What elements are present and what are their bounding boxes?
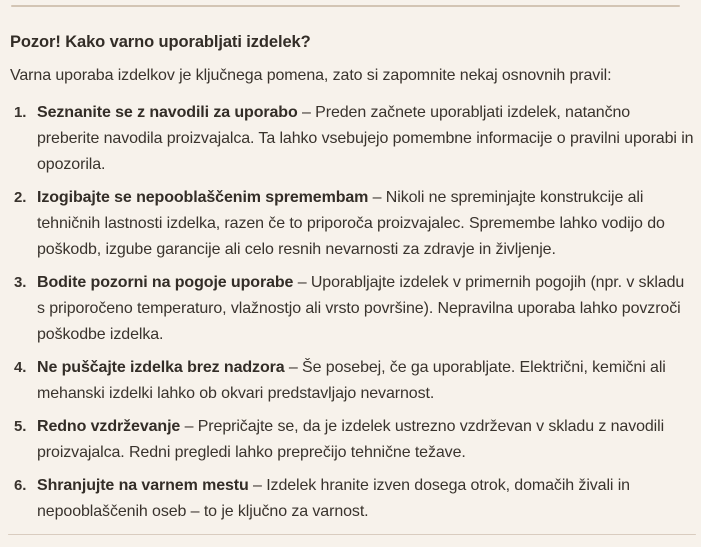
list-item-title: Shranjujte na varnem mestu — [37, 477, 249, 494]
list-item-number: 2. — [14, 189, 27, 206]
list-item-body: – Prepričajte se, da je izdelek ustrezno vzdrževan v skladu z navodili proizvajalca. Redni pregledi lahko preprečijo tehnične težave. — [37, 418, 665, 461]
list-item-text — [37, 270, 695, 348]
list-item-number: 5. — [14, 418, 27, 435]
list-item-text — [37, 414, 695, 466]
list-item-number: 6. — [14, 477, 27, 494]
list-item-body: – Uporabljajte izdelek v primernih pogojih (npr. v skladu s priporočeno temperaturo, vlažnostjo ali vrsto površine). Nepravilna uporaba lahko povzroči poškodbe izdelka. — [37, 274, 685, 343]
list-item — [10, 185, 695, 263]
list-item — [10, 355, 695, 407]
list-item-body: – Nikoli ne spreminjajte konstrukcije ali tehničnih lastnosti izdelka, razen če to priporoča proizvajalec. Spremembe lahko vodijo do poškodb, izgube garancije ali celo resnih nevarnosti za zdravje in življenje. — [37, 189, 665, 258]
list-item-body: – Preden začnete uporabljati izdelek, natančno preberite navodila proizvajalca. Ta lahko vsebujejo pomembne informacije o pravilni uporabi in opozorila. — [37, 104, 694, 173]
page-title: Pozor! Kako varno uporabljati izdelek? — [10, 33, 311, 51]
list-item-number: 1. — [14, 104, 27, 121]
bottom-divider — [8, 534, 696, 535]
list-item-text — [37, 100, 695, 178]
list-item-text — [37, 473, 695, 525]
list-item-title: Ne puščajte izdelka brez nadzora — [37, 359, 285, 376]
list-item-title: Redno vzdrževanje — [37, 418, 181, 435]
list-item-title: Izogibajte se nepooblaščenim spremembam — [37, 189, 369, 206]
list-item-text — [37, 185, 695, 263]
document-body — [10, 0, 695, 532]
list-item-title: Bodite pozorni na pogoje uporabe — [37, 274, 294, 291]
list-item — [10, 473, 695, 525]
list-item-text — [37, 355, 695, 407]
list-item — [10, 414, 695, 466]
list-item-body: – Še posebej, če ga uporabljate. Električni, kemični ali mehanski izdelki lahko ob okvari predstavljajo nevarnost. — [37, 359, 666, 402]
list-item — [10, 270, 695, 348]
list-item-body: – Izdelek hranite izven dosega otrok, domačih živali in nepooblaščenih oseb – to je ključno za varnost. — [37, 477, 630, 520]
list-item-title: Seznanite se z navodili za uporabo — [37, 104, 298, 121]
intro-text: Varna uporaba izdelkov je ključnega pomena, zato si zapomnite nekaj osnovnih pravil: — [10, 67, 612, 84]
list-item-number: 3. — [14, 274, 27, 291]
list-item-number: 4. — [14, 359, 27, 376]
safety-list — [10, 100, 695, 525]
list-item — [10, 100, 695, 178]
